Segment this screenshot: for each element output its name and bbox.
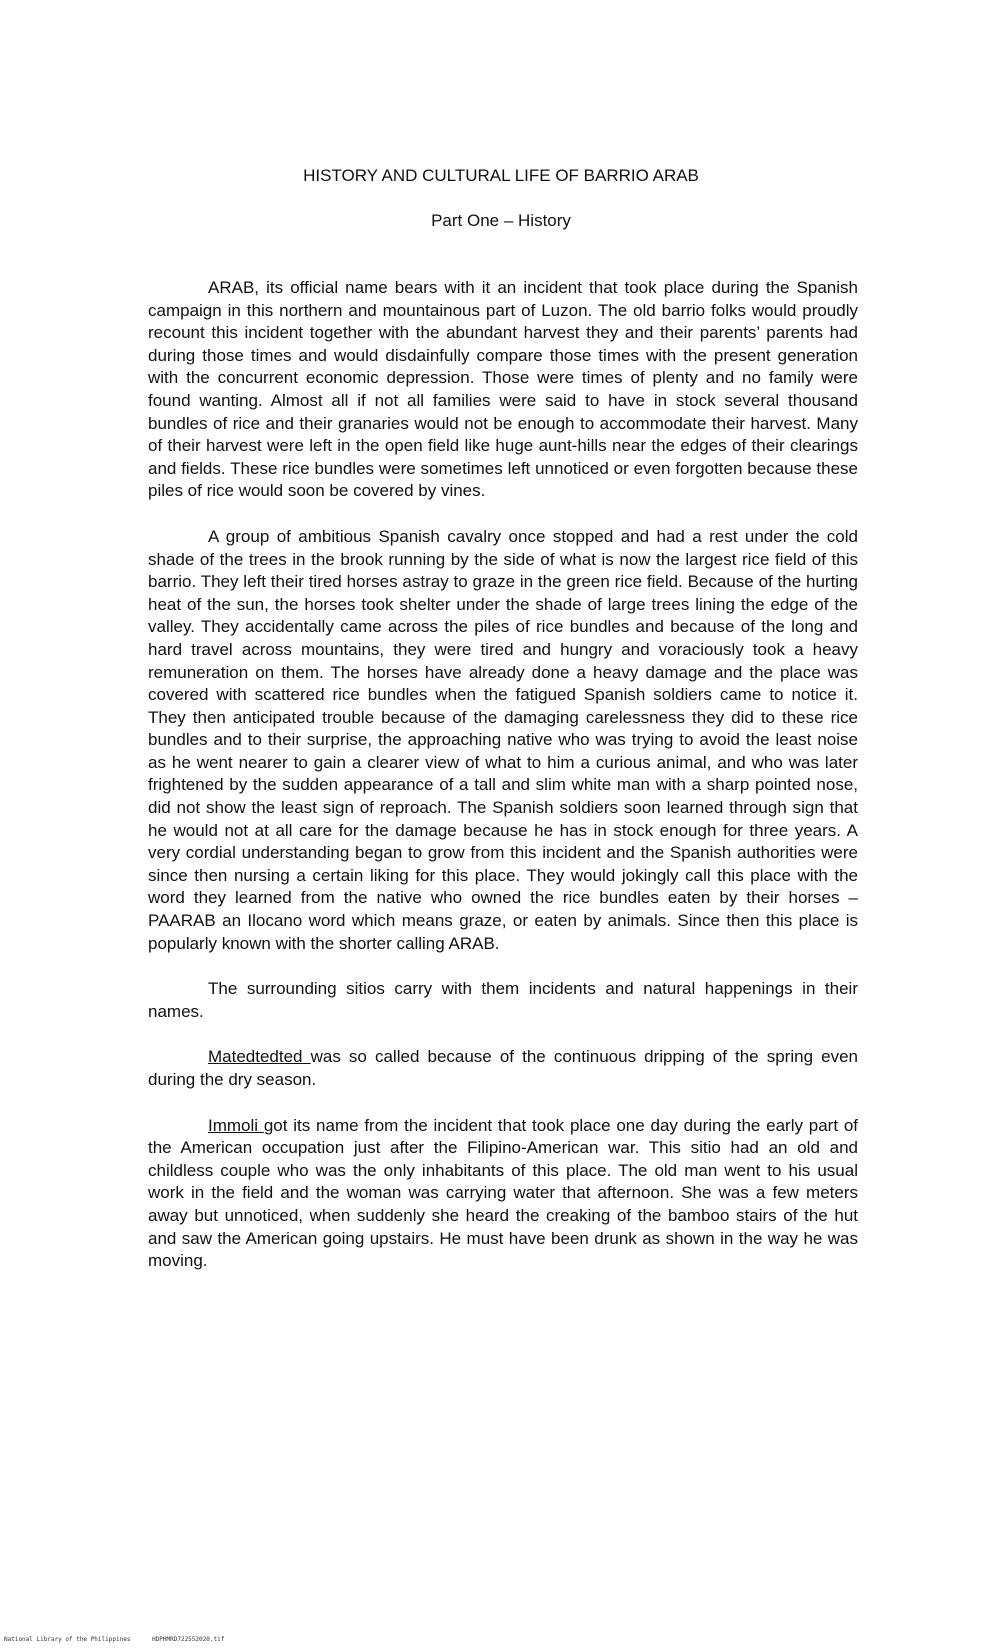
sitio-name-immoli: Immoli <box>208 1115 264 1135</box>
matedtedted-description: was so called because of the continuous dripping of the spring even during the dry season. <box>148 1047 858 1089</box>
document-body <box>148 277 858 1273</box>
immoli-description: got its name from the incident that took place one day during the early part of the American occupation just after the Filipino-American war. This sitio had an old and childless couple who was the only inhabitants of this place. The old man went to his usual work in the field and the woman was carrying water that afternoon. She was a few meters away but unnoticed, when suddenly she heard the creaking of the bamboo stairs of the hut and saw the American going upstairs. He must have been drunk as shown in the way he was moving. <box>148 1115 859 1271</box>
paragraph-matedtedted <box>148 1046 858 1091</box>
paragraph-immoli <box>148 1115 858 1273</box>
sitio-name-matedtedted: Matedtedted <box>208 1047 311 1067</box>
footer-code: HDPHMRD722552020.tif <box>152 1636 225 1643</box>
paragraph-spanish-cavalry: A group of ambitious Spanish cavalry once stopped and had a rest under the cold shade of the trees in the brook running by the side of what is now the largest rice field of this barrio. They left their tired horses astray to graze in the green rice field. Because of the hurting heat of the sun, the horses took shelter under the shade of large trees lining the edge of the valley. They accidentally came across the piles of rice bundles and because of the long and hard travel across mountains, they were tired and hungry and voraciously took a heavy remuneration on them. The horses have already done a heavy damage and the place was covered with scattered rice bundles when the fatigued Spanish soldiers came to notice it. They then anticipated trouble because of the damaging carelessness they did to these rice bundles and to their surprise, the approaching native who was trying to avoid the least noise as he went nearer to gain a clearer view of what to him a curious animal, and who was later frightened by the sudden appearance of a tall and slim white man with a sharp pointed nose, did not show the least sign of reproach. The Spanish soldiers soon learned through sign that he would not at all care for the damage because he has in stock enough for three years. A very cordial understanding began to grow from this incident and the Spanish authorities were since then nursing a certain liking for this place. They would jokingly call this place with the word they learned from the native who owned the rice bundles eaten by their horses – PAARAB an Ilocano word which means graze, or eaten by animals. Since then this place is popularly known with the shorter calling ARAB. <box>148 526 858 953</box>
scan-footer <box>4 1636 242 1643</box>
footer-library: National Library of the Philippines <box>4 1636 131 1643</box>
paragraph-arab-name: ARAB, its official name bears with it an incident that took place during the Spanish campaign in this northern and mountainous part of Luzon. The old barrio folks would proudly recount this incident together with the abundant harvest they and their parents’ parents had during those times and would disdainfully compare those times with the present generation with the concurrent economic depression. Those were times of plenty and no family were found wanting. Almost all if not all families were said to have in stock several thousand bundles of rice and their granaries would not be enough to accommodate their harvest. Many of their harvest were left in the open field like huge aunt-hills near the edges of their clearings and fields. These rice bundles were sometimes left unnoticed or even forgotten because these piles of rice would soon be covered by vines. <box>148 278 858 501</box>
document-subtitle: Part One – History <box>431 211 571 230</box>
paragraph-surrounding-sitios: The surrounding sitios carry with them incidents and natural happenings in their names. <box>148 979 858 1021</box>
document-title: HISTORY AND CULTURAL LIFE OF BARRIO ARAB <box>303 166 699 185</box>
